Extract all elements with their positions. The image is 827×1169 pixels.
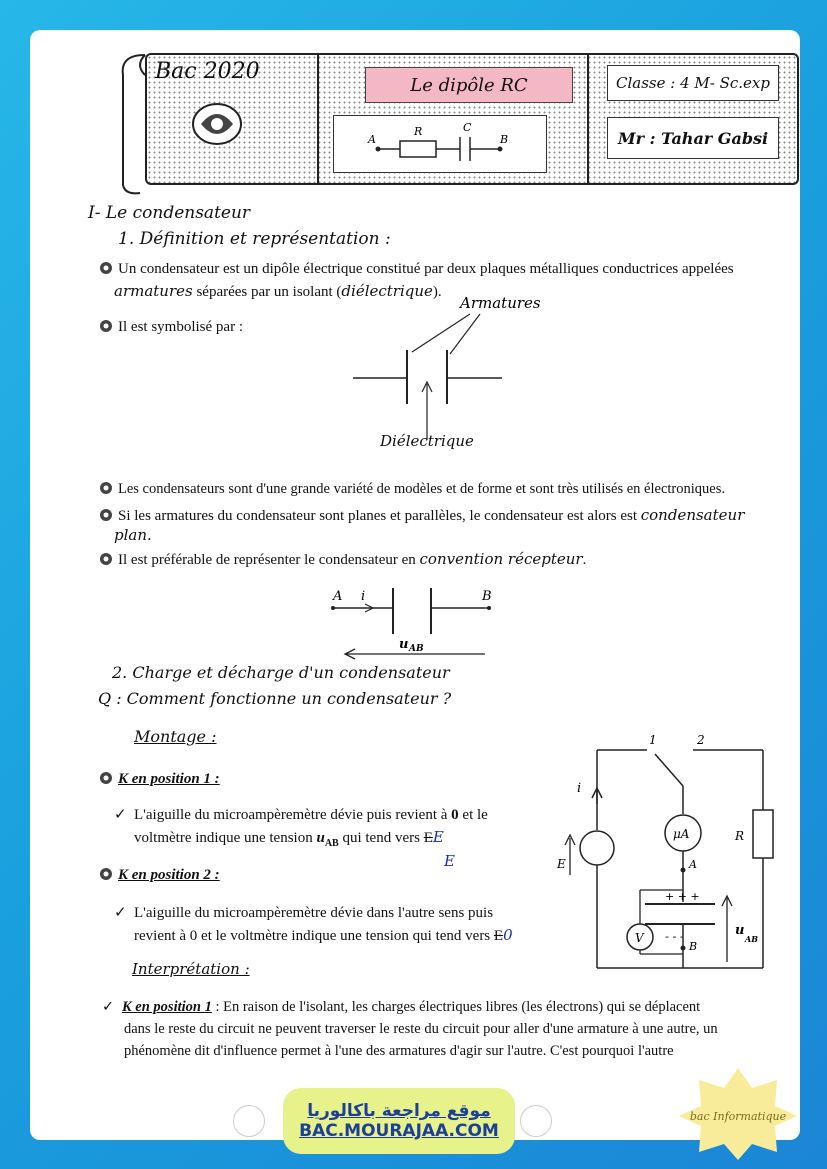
current-label: i xyxy=(577,781,582,796)
definition-line-2: armatures séparées par un isolant (diélectrique). xyxy=(114,282,442,300)
interpretation-heading: Interprétation : xyxy=(132,960,250,978)
resistor-icon xyxy=(753,810,773,858)
k1-text-line-1: ✓ L'aiguille du microampèremètre dévie puis revient à 0 et le xyxy=(114,804,488,826)
plan-line-1: Si les armatures du condensateur sont planes et parallèles, le condensateur est alors est condensateur xyxy=(98,504,744,527)
circuit-label-c: C xyxy=(463,121,472,134)
flower-bullet-icon xyxy=(98,480,114,496)
site-logo-right xyxy=(520,1105,552,1137)
switch-pos-2: 2 xyxy=(697,733,705,747)
check-icon: ✓ xyxy=(102,999,115,1015)
convention-recepteur-diagram xyxy=(325,580,500,660)
badge-text: bac Informatique xyxy=(689,1110,787,1123)
k2-title-line: K en position 2 : xyxy=(98,864,220,886)
emf-label: E xyxy=(557,857,566,871)
flower-bullet-icon xyxy=(98,507,114,523)
bac-label: Bac 2020 xyxy=(155,59,260,84)
flower-bullet-icon xyxy=(98,551,114,567)
subsection-charge: 2. Charge et décharge d'un condensateur xyxy=(112,663,450,682)
check-icon: ✓ xyxy=(114,905,127,921)
check-icon: ✓ xyxy=(114,807,127,823)
conv-label-u-sub: AB xyxy=(409,644,424,654)
uab-label: u xyxy=(735,923,745,938)
rc-circuit-box xyxy=(333,115,547,173)
flower-bullet-icon xyxy=(98,260,114,276)
capacitor-symbol-diagram xyxy=(350,292,550,452)
interp-line-1: ✓ K en position 1 : En raison de l'isolant, les charges électriques libres (les électrons) qui se déplacent xyxy=(102,996,700,1018)
emblem-icon xyxy=(187,99,247,149)
site-logo-left xyxy=(233,1105,265,1137)
symbol-line: Il est symbolisé par : xyxy=(98,316,243,338)
convention-line: Il est préférable de représenter le condensateur en convention récepteur. xyxy=(98,548,586,571)
k2-text-line-2: revient à 0 et le voltmètre indique une tension qui tend vers E0 xyxy=(134,926,513,944)
resistor-label: R xyxy=(735,829,745,843)
bac-informatique-badge xyxy=(677,1066,799,1162)
varieties-line: Les condensateurs sont d'une grande variété de modèles et de forme et sont très utilisés en électroniques. xyxy=(98,478,725,500)
dielectrique-label: Diélectrique xyxy=(380,432,474,450)
footer-banner[interactable] xyxy=(283,1088,515,1154)
circuit-label-r: R xyxy=(414,125,423,138)
header-banner xyxy=(115,45,800,195)
class-label: Classe : 4 M- Sc.exp xyxy=(607,65,779,101)
k1-text-line-2: voltmètre indique une tension $u_{AB}$ qui tend vers EE xyxy=(134,828,444,849)
microammeter-label: μA xyxy=(673,827,690,841)
switch-pos-1: 1 xyxy=(649,733,657,747)
armatures-label: Armatures xyxy=(460,294,541,312)
generator-icon xyxy=(580,831,614,865)
footer-arabic[interactable]: موقع مراجعة باكالوريا xyxy=(307,1101,491,1121)
subsection-definition: 1. Définition et représentation : xyxy=(118,229,391,249)
montage-heading: Montage : xyxy=(134,727,217,746)
node-b-label: B xyxy=(689,940,698,953)
page-title: Le dipôle RC xyxy=(365,67,573,103)
minus-charges: - - - xyxy=(665,930,684,943)
conv-label-a: A xyxy=(333,589,343,604)
k1-title-line: K en position 1 : xyxy=(98,768,220,790)
teacher-name: Mr : Tahar Gabsi xyxy=(607,117,779,159)
flower-bullet-icon xyxy=(98,318,114,334)
conv-label-u: u xyxy=(399,637,409,652)
flower-bullet-icon xyxy=(98,866,114,882)
flower-bullet-icon xyxy=(98,770,114,786)
circuit-label-a: A xyxy=(368,133,376,146)
interp-line-2: dans le reste du circuit ne peuvent traverser le reste du circuit pour aller d'une armature à une autre, un xyxy=(124,1021,718,1037)
section-heading: I- Le condensateur xyxy=(88,203,251,223)
interp-line-3: phénomène dit d'influence permet à l'une des armatures d'agir sur l'autre. C'est pourquoi l'autre xyxy=(124,1043,674,1059)
k1-handwritten-e: E xyxy=(444,852,455,870)
k2-text-line-1: ✓ L'aiguille du microampèremètre dévie dans l'autre sens puis xyxy=(114,902,493,924)
uab-sub: AB xyxy=(745,934,758,944)
node-a-label: A xyxy=(689,858,697,871)
voltmeter-label: V xyxy=(635,931,644,945)
plan-line-2: plan. xyxy=(114,526,152,544)
document-page xyxy=(30,30,800,1140)
circuit-label-b: B xyxy=(500,133,509,146)
plus-charges: + + + xyxy=(665,890,700,903)
conv-label-i: i xyxy=(361,589,366,604)
rc-montage-circuit xyxy=(555,730,780,975)
conv-label-b: B xyxy=(482,589,492,604)
definition-line-1: Un condensateur est un dipôle électrique constitué par deux plaques métalliques conductrices appelées xyxy=(98,258,734,280)
rc-circuit-diagram xyxy=(340,119,540,169)
footer-url[interactable]: BAC.MOURAJAA.COM xyxy=(299,1121,499,1141)
question-line: Q : Comment fonctionne un condensateur ? xyxy=(98,689,452,708)
banner-box xyxy=(145,53,799,185)
